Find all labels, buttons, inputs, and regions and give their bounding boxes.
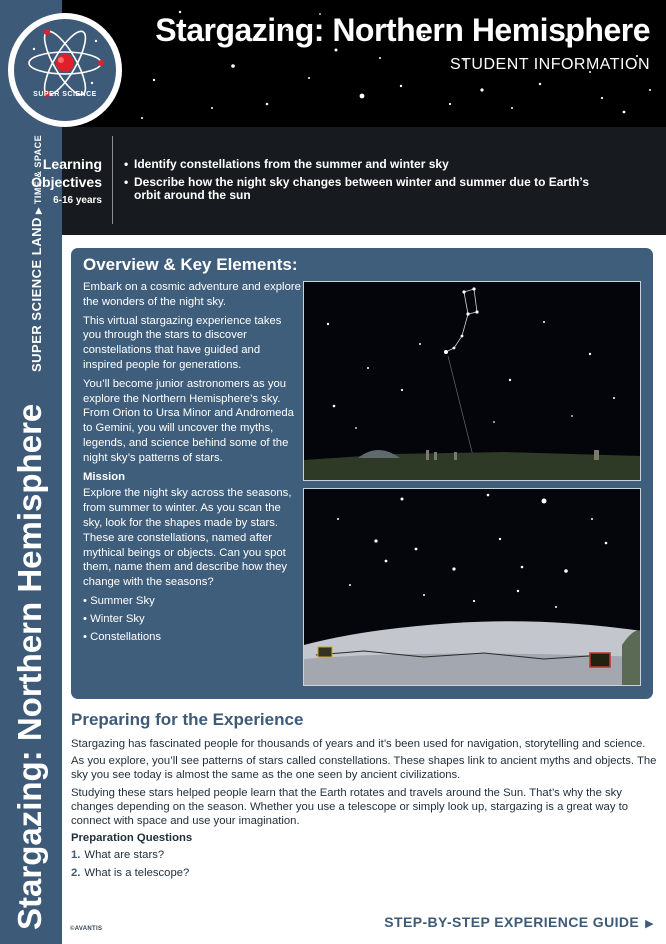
- overview-paragraph: You’ll become junior astronomers as you explore the Northern Hemisphere’s sky. From Orion to Ursa Minor and Andromeda to Gemini, you will uncover the myths, legends, and science behind some of the night sky’s patterns of stars.: [83, 377, 294, 464]
- sidebar-land: SUPER SCIENCE LAND: [29, 217, 44, 372]
- winter-sky-screenshot: [303, 488, 641, 686]
- overview-bullet: • Winter Sky: [83, 612, 301, 627]
- questions-list: [71, 848, 657, 879]
- overview-paragraph: Embark on a cosmic adventure and explore the wonders of the night sky.: [83, 281, 301, 308]
- question-number: 1.: [71, 849, 81, 862]
- experience-guide-label: STEP-BY-STEP EXPERIENCE GUIDE: [384, 914, 640, 930]
- learning-objectives-label-line2: Objectives: [31, 174, 102, 190]
- page-subtitle: STUDENT INFORMATION: [449, 56, 650, 73]
- learning-objectives-divider: [112, 136, 113, 224]
- summer-sky-screenshot: [303, 281, 641, 481]
- overview-bullet: • Constellations: [83, 630, 301, 645]
- age-range: 6-16 years: [53, 195, 102, 206]
- overview-bullets: [83, 594, 301, 644]
- learning-objectives-label: [8, 155, 102, 191]
- question-text: What is a telescope?: [84, 866, 190, 879]
- super-science-logo: [8, 13, 122, 127]
- atom-icon: [14, 19, 116, 121]
- overview-title: Overview & Key Elements:: [83, 255, 298, 274]
- overview-bullet: • Summer Sky: [83, 594, 301, 609]
- mission-heading: Mission: [83, 470, 126, 483]
- logo-text: SUPER SCIENCE: [33, 91, 97, 98]
- question-item: [71, 866, 657, 880]
- learning-objective-item: • Identify constellations from the summer and winter sky: [124, 158, 594, 172]
- arrow-right-icon: ▶: [645, 918, 654, 930]
- preparing-paragraph: Studying these stars helped people learn that the Earth rotates and travels around the Sun. That’s why the sky changes depending on the season. Whether you use a telescope or simply look up, stargazing is a great way to connect with space and use your imagination.: [71, 786, 629, 828]
- question-text: What are stars?: [84, 849, 165, 862]
- sidebar-separator-icon: ▶: [33, 207, 43, 215]
- question-number: 2.: [71, 866, 81, 879]
- experience-guide-link[interactable]: [384, 914, 654, 930]
- preparing-body: [71, 737, 657, 883]
- sidebar-title: Stargazing: Northern Hemisphere: [11, 403, 48, 930]
- brand-footer: ©AVANTIS: [70, 926, 103, 932]
- overview-panel: [71, 248, 653, 699]
- sidebar-category: TIME & SPACE: [33, 134, 43, 205]
- preparing-title: Preparing for the Experience: [71, 710, 304, 729]
- questions-heading: Preparation Questions: [71, 832, 193, 845]
- overview-paragraph: This virtual stargazing experience takes you through the stars to discover constellations that have guided and inspired people for generations.: [83, 314, 282, 371]
- learning-objectives-label-line1: Learning: [42, 156, 102, 172]
- mission-text: Explore the night sky across the seasons, from summer to winter. As you scan the sky, look for the shapes made by stars. These are constellations, named after mythical beings or objects. Can you spot them, name them and describe how they change with the seasons?: [83, 487, 292, 589]
- page-title: Stargazing: Northern Hemisphere: [155, 12, 650, 48]
- overview-body: [83, 280, 301, 647]
- preparing-paragraph: Stargazing has fascinated people for thousands of years and it’s been used for navigation, storytelling and science.: [71, 738, 646, 750]
- learning-objectives-list: [124, 158, 594, 207]
- learning-objective-item: • Describe how the night sky changes between winter and summer due to Earth’s orbit around the sun: [124, 176, 594, 203]
- question-item: [71, 848, 657, 862]
- preparing-paragraph: As you explore, you’ll see patterns of stars called constellations. These shapes link to ancient myths and objects. The sky you see today is almost the same as the one seen by ancient civilizations.: [71, 755, 657, 782]
